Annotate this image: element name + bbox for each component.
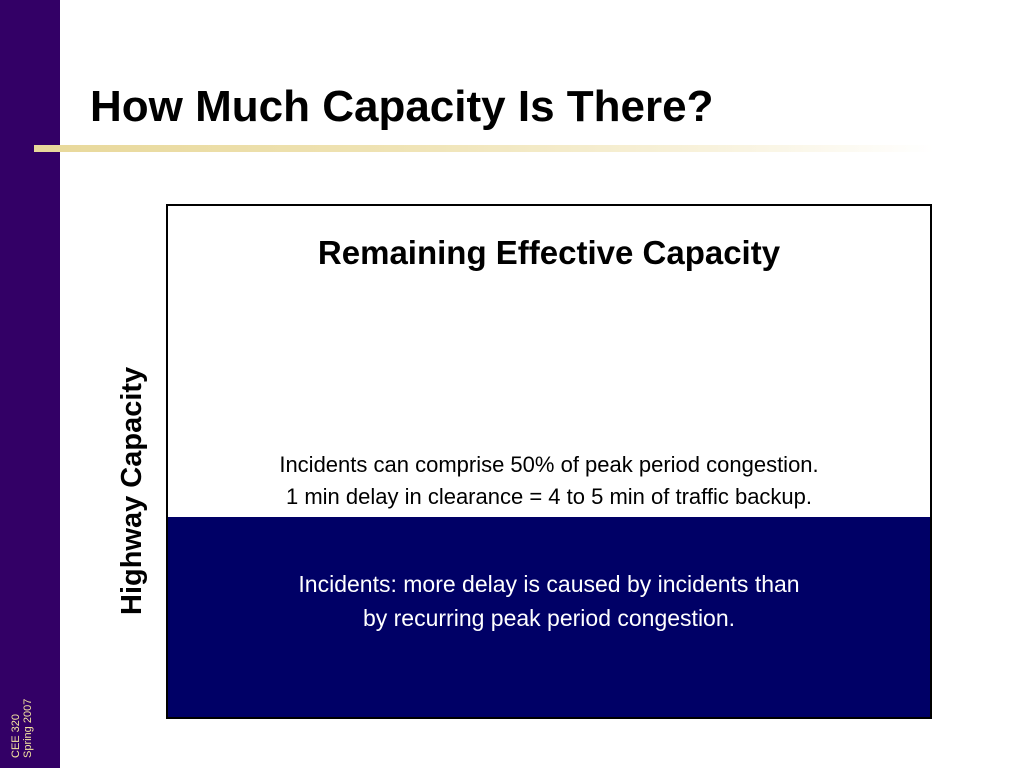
left-sidebar — [0, 0, 60, 768]
title-underline — [34, 145, 934, 152]
course-term: Spring 2007 — [22, 698, 34, 758]
incident-note-line-2: 1 min delay in clearance = 4 to 5 min of traffic backup. — [285, 484, 813, 509]
course-footer — [2, 678, 54, 758]
course-code: CEE 320 — [10, 713, 22, 758]
incident-delay-line-2: by recurring peak period congestion. — [362, 605, 736, 631]
slide-title: How Much Capacity Is There? — [90, 82, 714, 131]
incident-congestion-note — [168, 449, 930, 513]
remaining-capacity-region — [168, 206, 930, 517]
remaining-capacity-heading: Remaining Effective Capacity — [317, 234, 781, 271]
incident-delay-note — [168, 567, 930, 635]
axis-label-container — [112, 320, 162, 620]
incident-delay-region — [168, 517, 930, 717]
highway-capacity-axis-label: Highway Capacity — [116, 366, 148, 615]
incident-delay-line-1: Incidents: more delay is caused by incidents than — [298, 571, 800, 597]
capacity-diagram — [166, 204, 932, 719]
incident-note-line-1: Incidents can comprise 50% of peak period congestion. — [279, 452, 819, 477]
